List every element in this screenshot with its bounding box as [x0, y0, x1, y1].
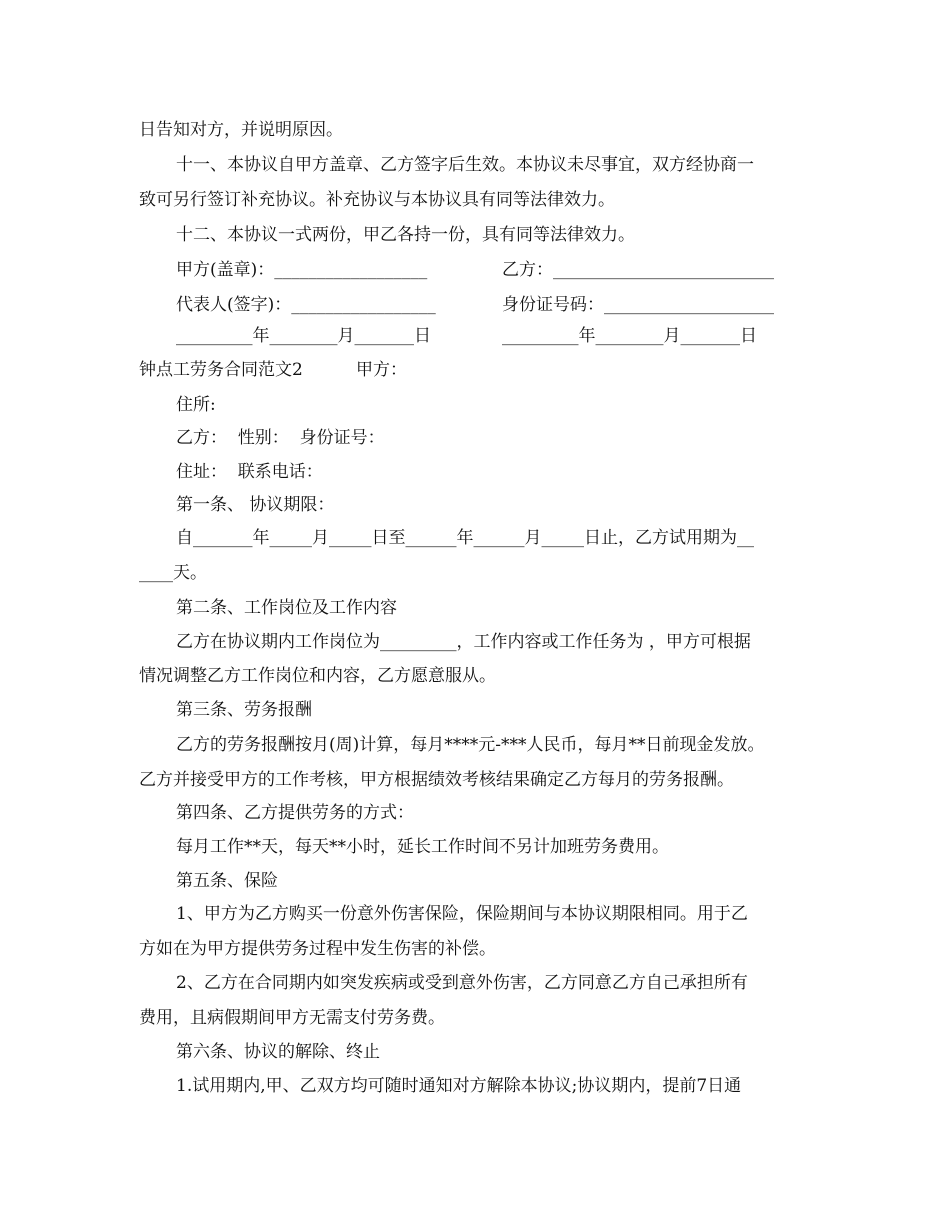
signature-representative: 代表人(签字)：_________________ [176, 295, 436, 315]
text-line: 致可另行签订补充协议。补充协议与本协议具有同等法律效力。 [139, 190, 615, 210]
text-line: 乙方在协议期内工作岗位为_________，工作内容或工作任务为 ，甲方可根据 [176, 632, 751, 652]
text-line: 1、甲方为乙方购买一份意外伤害保险，保险期间与本协议期限相同。用于乙 [176, 904, 748, 924]
text-line: 2、乙方在合同期内如突发疾病或受到意外伤害，乙方同意乙方自己承担所有 [176, 973, 748, 993]
text-line: 乙方的劳务报酬按月(周)计算，每月****元-***人民币，每月**日前现金发放。 [176, 735, 765, 755]
text-line: 自_______年_____月_____日至______年______月_____日止，乙方试用期为__ [176, 528, 754, 548]
text-line: 方如在为甲方提供劳务过程中发生伤害的补偿。 [139, 939, 496, 959]
text-line: 住址： 联系电话： [176, 462, 323, 482]
text-line: 十一、本协议自甲方盖章、乙方签字后生效。本协议未尽事宜，双方经协商一 [176, 155, 754, 175]
text-line: 第五条、保险 [176, 871, 278, 891]
signature-date-a: _________年________月_______日 [176, 326, 431, 346]
text-line: 住所: [176, 395, 216, 415]
text-line: 每月工作**天，每天**小时，延长工作时间不另计加班劳务费用。 [176, 837, 669, 857]
text-line: 第三条、劳务报酬 [176, 700, 312, 720]
text-line: 日告知对方，并说明原因。 [139, 120, 343, 140]
text-line: 甲方： [356, 360, 407, 380]
text-line: 费用，且病假期间甲方无需支付劳务费。 [139, 1008, 445, 1028]
text-line: 1.试用期内,甲、乙双方均可随时通知对方解除本协议;协议期内，提前7日通 [176, 1076, 742, 1096]
text-line: 乙方并接受甲方的工作考核，甲方根据绩效考核结果确定乙方每月的劳务报酬。 [139, 770, 734, 790]
text-line: 情况调整乙方工作岗位和内容，乙方愿意服从。 [139, 666, 496, 686]
section-title: 钟点工劳务合同范文2 [139, 360, 303, 380]
text-line: 第四条、乙方提供劳务的方式： [176, 803, 414, 823]
text-line: 第二条、工作岗位及工作内容 [176, 598, 397, 618]
signature-date-b: _________年________月_______日 [502, 326, 757, 346]
signature-party-a: 甲方(盖章)：__________________ [176, 260, 428, 280]
text-line: 第一条、 协议期限： [176, 495, 335, 515]
signature-party-b: 乙方：__________________________ [502, 260, 774, 280]
signature-id-number: 身份证号码：____________________ [502, 295, 774, 315]
text-line: ____天。 [139, 563, 207, 583]
text-line: 十二、本协议一式两份，甲乙各持一份，具有同等法律效力。 [176, 225, 635, 245]
text-line: 第六条、协议的解除、终止 [176, 1042, 380, 1062]
text-line: 乙方： 性别： 身份证号： [176, 428, 385, 448]
